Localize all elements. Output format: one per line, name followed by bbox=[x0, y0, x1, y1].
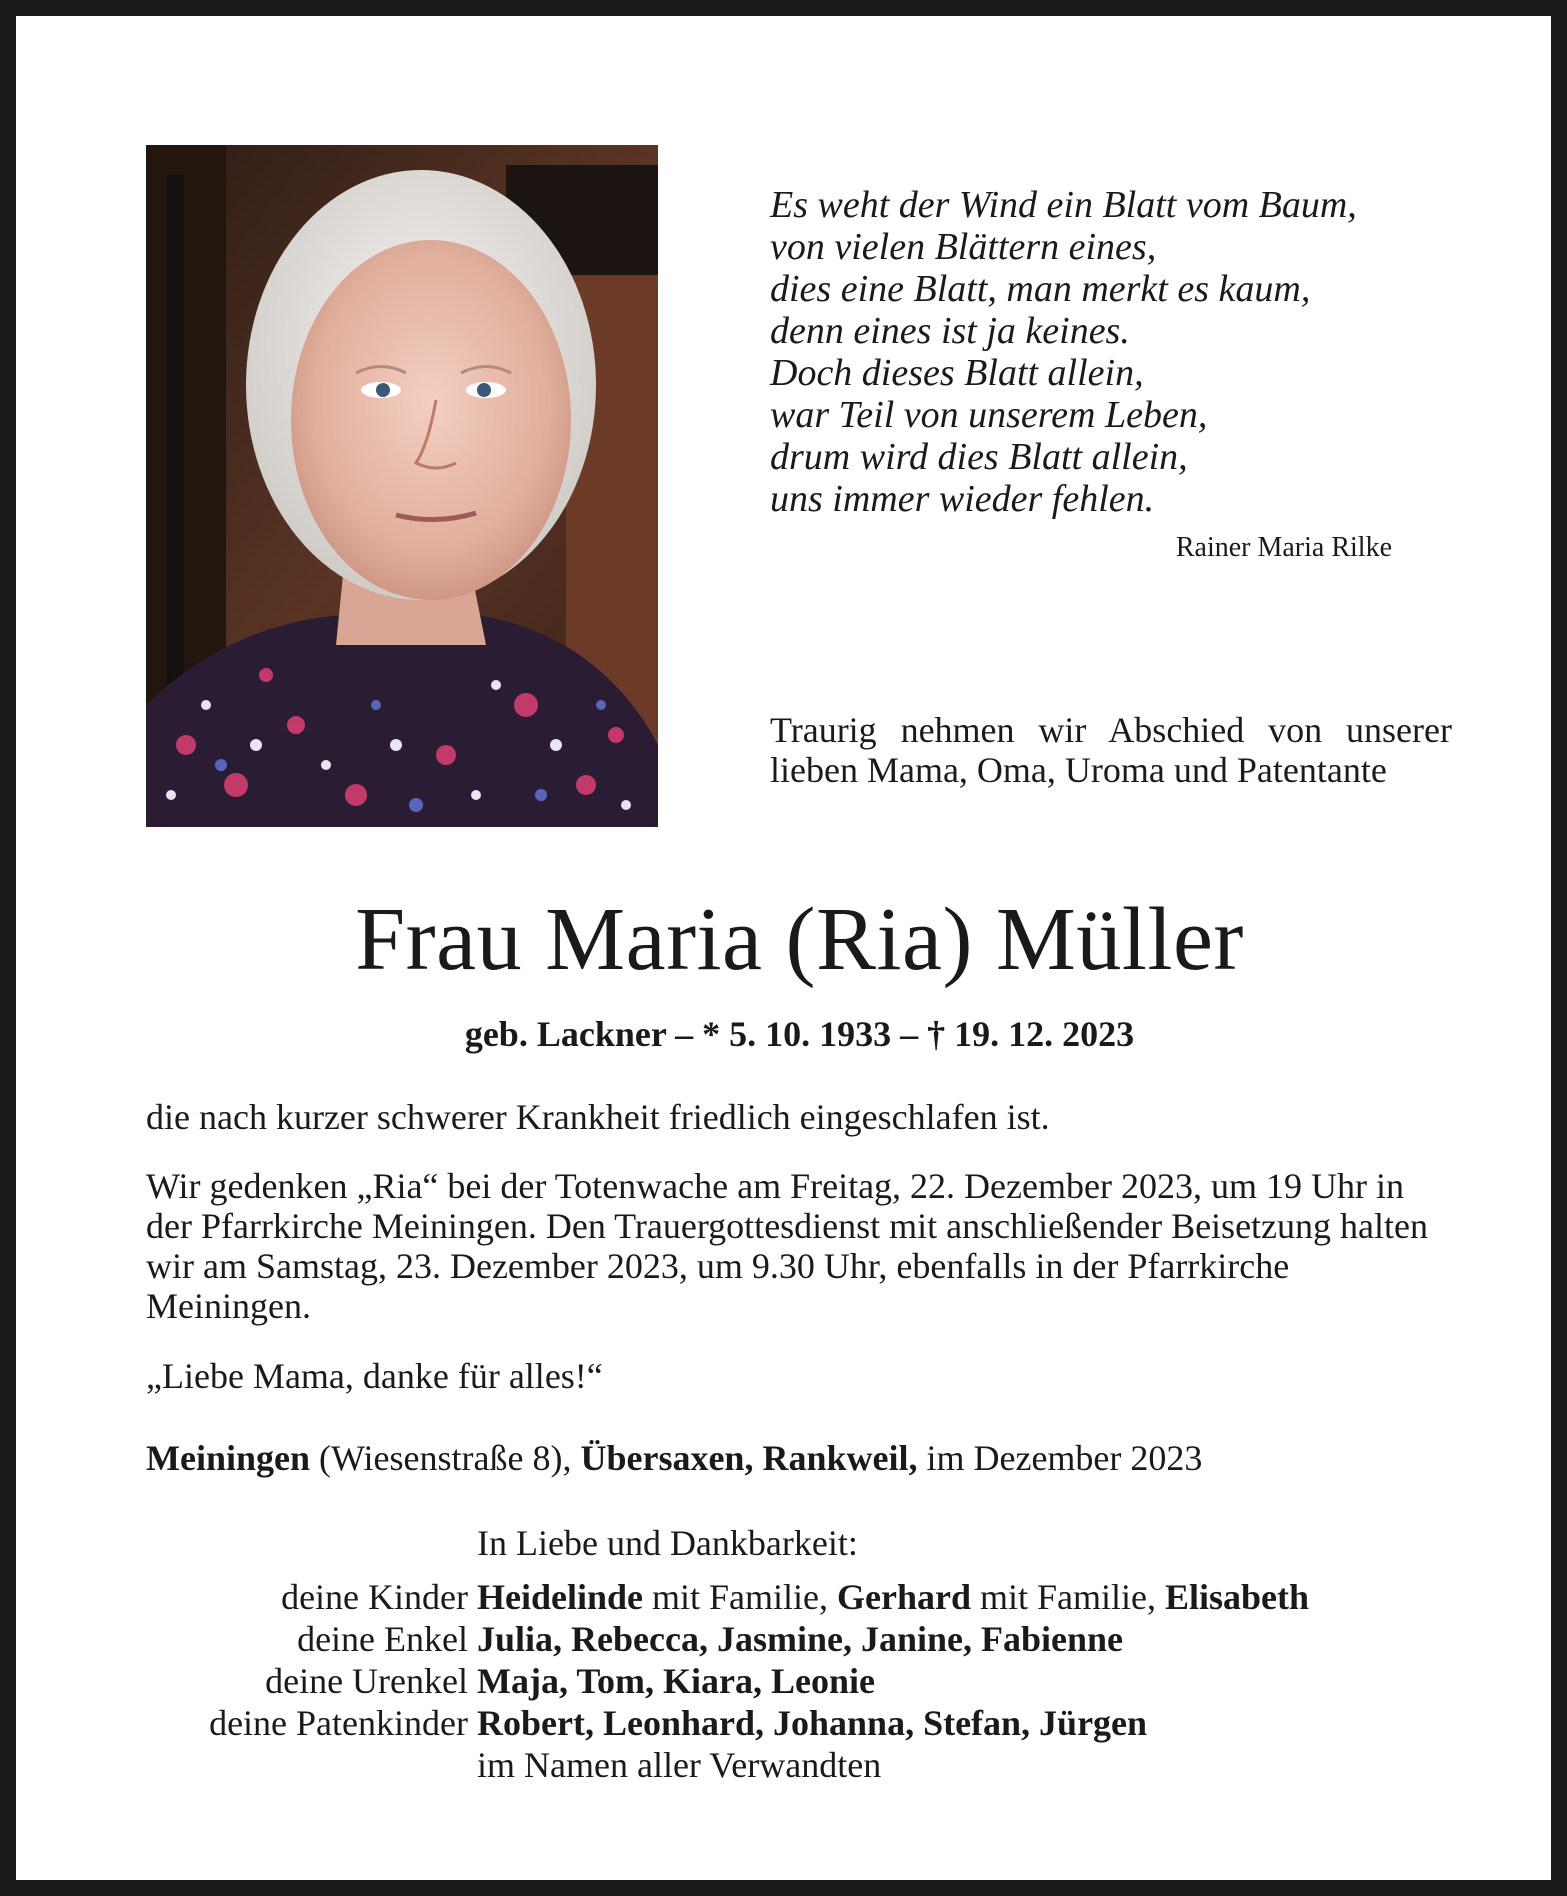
signature-names: Maja, Tom, Kiara, Leonie bbox=[477, 1661, 875, 1701]
child-name: Gerhard bbox=[837, 1577, 971, 1617]
location-place: Meiningen bbox=[146, 1438, 311, 1478]
intro-text: Traurig nehmen wir Abschied von unserer lieben Mama, Oma, Uroma und Patentante bbox=[770, 710, 1452, 790]
paragraph-passing: die nach kurzer schwerer Krankheit friedlich eingeschlafen ist. bbox=[146, 1097, 1050, 1137]
signature-row-kinder bbox=[16, 1576, 1567, 1618]
poem-line: Es weht der Wind ein Blatt vom Baum, bbox=[770, 184, 1357, 226]
poem bbox=[770, 184, 1390, 520]
family-note: mit Familie, bbox=[980, 1577, 1156, 1617]
child-name: Elisabeth bbox=[1165, 1577, 1310, 1617]
child-name: Heidelinde bbox=[477, 1577, 644, 1617]
poem-line: Doch dieses Blatt allein, bbox=[770, 352, 1144, 394]
signature-names: Julia, Rebecca, Jasmine, Janine, Fabienne bbox=[477, 1619, 1123, 1659]
signature-row-urenkel bbox=[16, 1660, 1567, 1702]
poem-line: von vielen Blättern eines, bbox=[770, 226, 1157, 268]
poem-author: Rainer Maria Rilke bbox=[1175, 532, 1392, 563]
signature-row-enkel bbox=[16, 1618, 1567, 1660]
paragraph-quote: „Liebe Mama, danke für alles!“ bbox=[146, 1356, 603, 1396]
poem-line: drum wird dies Blatt allein, bbox=[770, 436, 1188, 478]
signature-label: deine Kinder bbox=[281, 1577, 468, 1617]
poem-line: uns immer wieder fehlen. bbox=[770, 478, 1155, 520]
location-address: (Wiesenstraße 8), bbox=[319, 1438, 572, 1478]
birth-death-dates: geb. Lackner – * 5. 10. 1933 – † 19. 12. 2023 bbox=[464, 1014, 1135, 1054]
deceased-name: Frau Maria (Ria) Müller bbox=[355, 890, 1244, 989]
location-date-line bbox=[146, 1438, 1456, 1478]
poem-line: denn eines ist ja keines. bbox=[770, 310, 1130, 352]
signature-label: deine Urenkel bbox=[265, 1661, 468, 1701]
family-note: mit Familie, bbox=[652, 1577, 829, 1617]
signatures-heading: In Liebe und Dankbarkeit: bbox=[477, 1523, 858, 1563]
portrait-photo bbox=[146, 145, 658, 827]
signature-row-patenkinder bbox=[16, 1702, 1567, 1744]
signatures-footer: im Namen aller Verwandten bbox=[477, 1745, 882, 1785]
location-others: Übersaxen, Rankweil, bbox=[580, 1438, 918, 1478]
signature-names: Robert, Leonhard, Johanna, Stefan, Jürgen bbox=[477, 1703, 1148, 1743]
signature-label: deine Patenkinder bbox=[209, 1703, 468, 1743]
poem-line: dies eine Blatt, man merkt es kaum, bbox=[770, 268, 1311, 310]
poem-line: war Teil von unserem Leben, bbox=[770, 394, 1208, 436]
location-date: im Dezember 2023 bbox=[926, 1438, 1203, 1478]
paragraph-service-info: Wir gedenken „Ria“ bei der Totenwache am Freitag, 22. Dezember 2023, um 19 Uhr in der Pfarrkirche Meiningen. Den Trauergottesdienst mit anschließender Beisetzung halten wir am Samstag, 23. Dezember 2023, um 9.30 Uhr, ebenfalls in der Pfarrkirche Meiningen. bbox=[146, 1166, 1428, 1326]
signature-names bbox=[477, 1576, 1309, 1618]
signature-label: deine Enkel bbox=[297, 1619, 468, 1659]
